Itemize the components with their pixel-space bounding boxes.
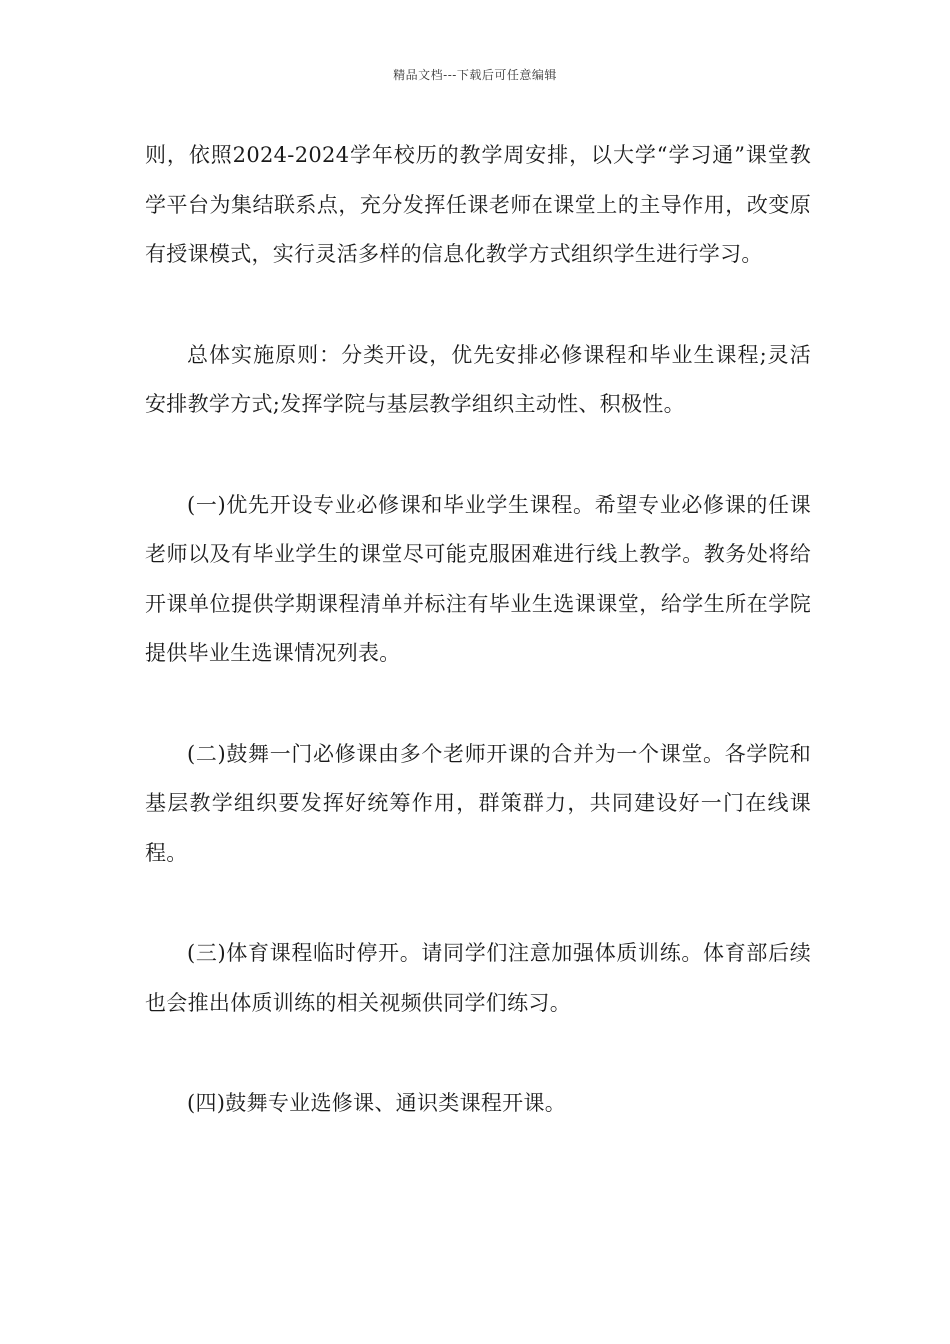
paragraph-item-2: (二)鼓舞一门必修课由多个老师开课的合并为一个课堂。各学院和基层教学组织要发挥好统筹作用，群策群力，共同建设好一门在线课程。	[145, 741, 811, 865]
paragraph-overall-principles: 总体实施原则：分类开设，优先安排必修课程和毕业生课程;灵活安排教学方式;发挥学院与基层教学组织主动性、积极性。	[145, 342, 811, 416]
paragraph-continuation: 则，依照2024-2024学年校历的教学周安排，以大学“学习通”课堂教学平台为集结联系点，充分发挥任课老师在课堂上的主导作用，改变原有授课模式，实行灵活多样的信息化教学方式组织学生进行学习。	[145, 143, 811, 266]
paragraph-item-4: (四)鼓舞专业选修课、通识类课程开课。	[187, 1091, 567, 1115]
page-header: 精品文档---下载后可任意编辑	[393, 68, 557, 82]
paragraph-item-3: (三)体育课程临时停开。请同学们注意加强体质训练。体育部后续也会推出体质训练的相关视频供同学们练习。	[145, 941, 811, 1015]
document-body	[145, 131, 811, 1129]
paragraph-item-1: (一)优先开设专业必修课和毕业学生课程。希望专业必修课的任课老师以及有毕业学生的课堂尽可能克服困难进行线上教学。教务处将给开课单位提供学期课程清单并标注有毕业生选课课堂，给学生所在学院提供毕业生选课情况列表。	[145, 492, 811, 665]
